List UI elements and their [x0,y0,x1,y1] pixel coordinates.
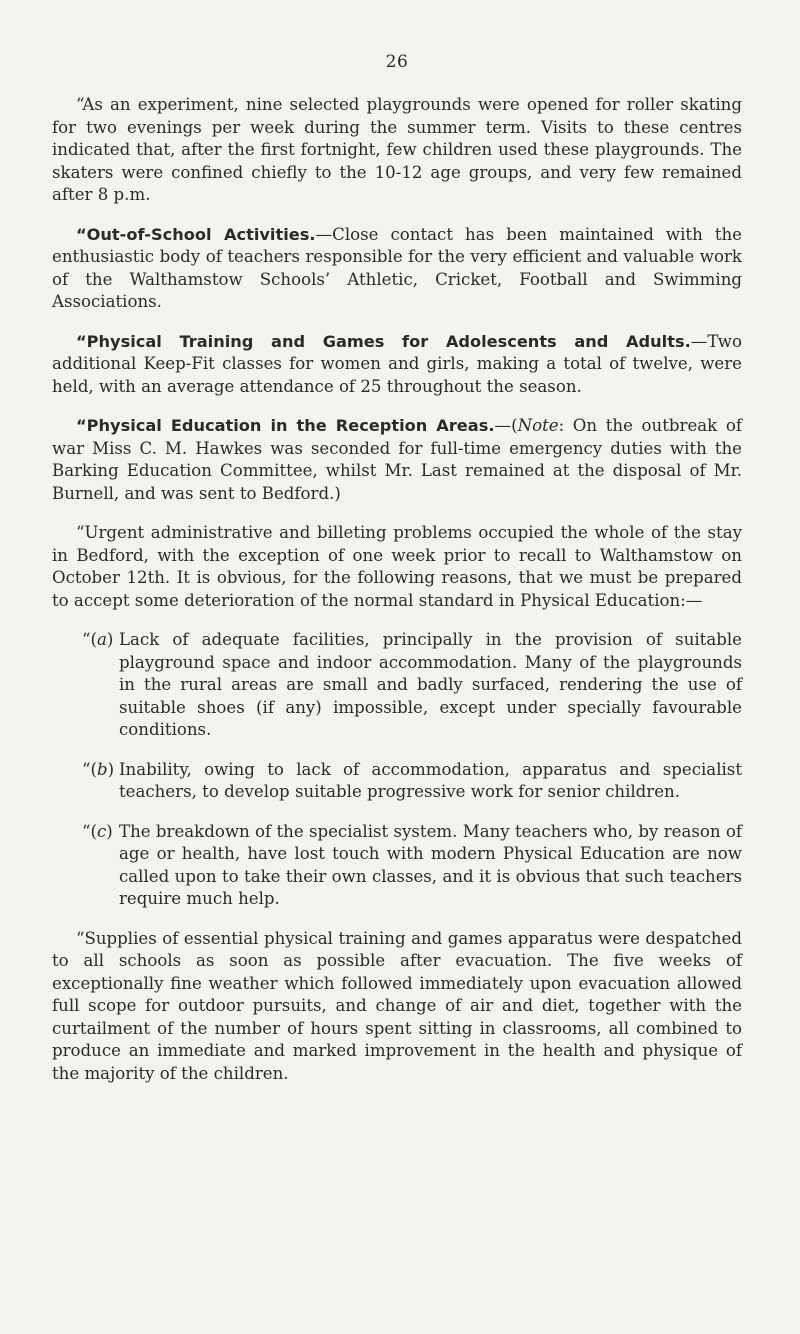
paragraph-supplies: “Supplies of essential physical training and games apparatus were despatched to all schools as soon as possible after evacuation. The five weeks of exceptionally fine weather which followed immediately upon evacuation allowed full scope for outdoor pursuits, and change of air and diet, together with the curtailment of the number of hours spent sitting in classrooms, all combined to produce an immediate and marked improvement in the health and physique of the majority of the children. [52,928,742,1083]
paragraph-body: : On the outbreak of war Miss C. M. Hawkes was seconded for full-time emergency duties with the Barking Education Committee, whilst Mr. Last remained at the disposal of Mr. Burnell, and was sent to Bedford.) [52,416,742,503]
list-marker-b: “(b) [82,759,115,779]
list-item-a [52,629,742,742]
list-item-c [52,821,742,911]
list-item-text: The breakdown of the specialist system. Many teachers who, by reason of age or health, have lost touch with modern Physical Education are now called upon to take their own classes, and it is obvious that such teachers require much help. [119,821,742,908]
paragraph-roller-skating: “As an experiment, nine selected playgrounds were opened for roller skating for two evenings per week during the summer term. Visits to these centres indicated that, after the first fortnight, few children used these playgrounds. The skaters were confined chiefly to the 10-12 age groups, and very few remained after 8 p.m. [52,95,742,204]
paragraph-urgent-problems: “Urgent administrative and billeting problems occupied the whole of the stay in Bedford, with the exception of one week prior to recall to Walthamstow on October 12th. It is obvious, for the following reasons, that we must be prepared to accept some deterioration of the normal standard in Physical Education:— [52,523,742,610]
paragraph-reception-areas [52,415,742,505]
list-item-text: Lack of adequate facilities, principally in the provision of suitable playground space and indoor accommodation. Many of the playgrounds in the rural areas are small and badly surfaced, rendering the use of suitable shoes (if any) impossible, except under specially favourable conditions. [119,630,742,739]
section-heading-reception-areas: “Physical Education in the Reception Areas. [76,416,495,435]
paragraph-body: —Close contact has been maintained with the enthusiastic body of teachers responsible for the very efficient and valuable work of the Walthamstow Schools’ Athletic, Cricket, Football and Swimming Associations. [52,224,742,311]
note-label: Note [517,416,559,435]
paragraph-adolescents-adults [52,331,742,399]
section-heading-adolescents-adults: “Physical Training and Games for Adolescents and Adults. [76,331,691,351]
list-marker-a: “(a) [82,630,114,649]
page-number: 26 [385,52,409,72]
section-heading-out-of-school: “Out-of-School Activities. [76,224,316,244]
paragraph-out-of-school [52,224,742,314]
document-page [52,52,742,1102]
list-item-text: Inability, owing to lack of accommodation, apparatus and specialist teachers, to develop suitable progressive work for senior children. [119,759,742,801]
paragraph-body: —Two additional Keep-Fit classes for women and girls, making a total of twelve, were held, with an average attendance of 25 throughout the season. [52,331,742,396]
paragraph-dash: —( [494,416,518,435]
list-marker-c: “(c) [82,821,113,841]
list-item-b [52,759,742,804]
